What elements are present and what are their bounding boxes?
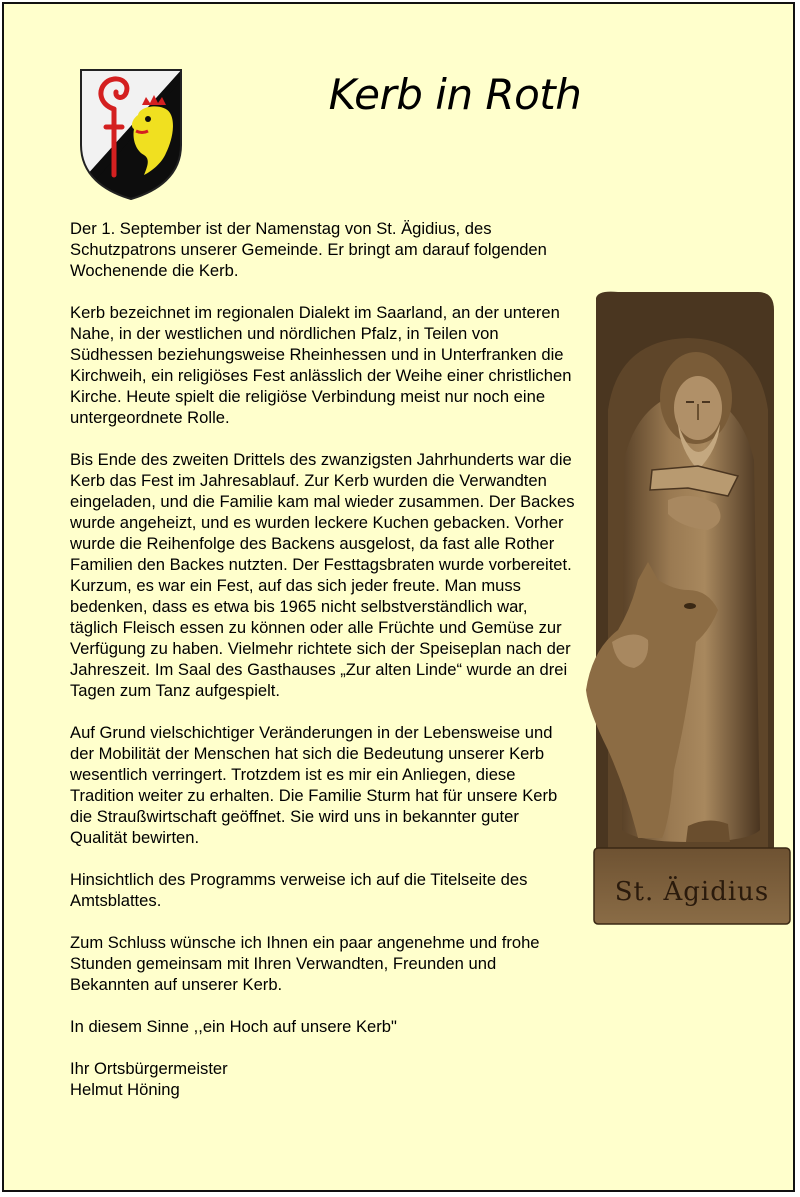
- paragraph-changes: Auf Grund vielschichtiger Veränderungen in der Lebensweise und der Mobilität der Menschen hat sich die Bedeutung unserer Kerb wesentlich verringert. Trotzdem ist es mir ein Anliegen, diese Tradition weiter zu erhalten. Die Familie Sturm hat für unsere Kerb die Straußwirtschaft geöffnet. Sie wird uns in bekannter guter Qualität bewirten.: [70, 723, 558, 847]
- paragraph-namenstag: Der 1. September ist der Namenstag von St. Ägidius, des Schutzpatrons unserer Gemeinde. Er bringt am darauf folgenden Wochenende die Kerb.: [70, 219, 547, 280]
- article-body: [70, 218, 576, 1100]
- statue-image: [578, 290, 796, 930]
- paragraph-program: Hinsichtlich des Programms verweise ich auf die Titelseite des Amtsblattes.: [70, 870, 528, 910]
- paragraph-wishes: Zum Schluss wünsche ich Ihnen ein paar angenehme und frohe Stunden gemeinsam mit Ihren Verwandten, Freunden und Bekannten auf unserer Kerb.: [70, 933, 540, 994]
- paragraph-history: Bis Ende des zweiten Drittels des zwanzigsten Jahrhunderts war die Kerb das Fest im Jahresablauf. Zur Kerb wurden die Verwandten eingeladen, und die Familie kam mal wieder zusammen. Der Backes wurde angeheizt, und es wurden leckere Kuchen gebacken. Vorher wurde die Reihenfolge des Backens ausgelost, da fast alle Rother Familien den Backes nutzten. Der Festtagsbraten wurde vorbereitet. Kurzum, es war ein Fest, auf das sich jeder freute. Man muss bedenken, dass es etwa bis 1965 nicht selbstverständlich war, täglich Fleisch essen zu können oder alle Früchte und Gemüse zur Verfügung zu haben. Vielmehr richtete sich der Speiseplan nach der Jahreszeit. Im Saal des Gasthauses „Zur alten Linde“ wurde an drei Tagen zum Tanz aufgespielt.: [70, 450, 575, 700]
- paragraph-kerb-definition: Kerb bezeichnet im regionalen Dialekt im Saarland, an der unteren Nahe, in der westlichen und nördlichen Pfalz, in Teilen von Südhessen beziehungsweise Rheinhessen und in Unterfranken die Kirchweih, ein religiöses Fest anlässlich der Weihe einer christlichen Kirche. Heute spielt die religiöse Verbindung meist nur noch eine untergeordnete Rolle.: [70, 303, 572, 427]
- signature-name: Helmut Höning: [70, 1080, 180, 1099]
- paragraph-motto: In diesem Sinne ,,ein Hoch auf unsere Kerb": [70, 1017, 397, 1036]
- statue-inscription: St. Ägidius: [614, 877, 770, 907]
- signature-title: Ihr Ortsbürgermeister: [70, 1059, 228, 1078]
- page-title: Kerb in Roth: [328, 70, 582, 119]
- coat-of-arms-icon: [78, 67, 184, 201]
